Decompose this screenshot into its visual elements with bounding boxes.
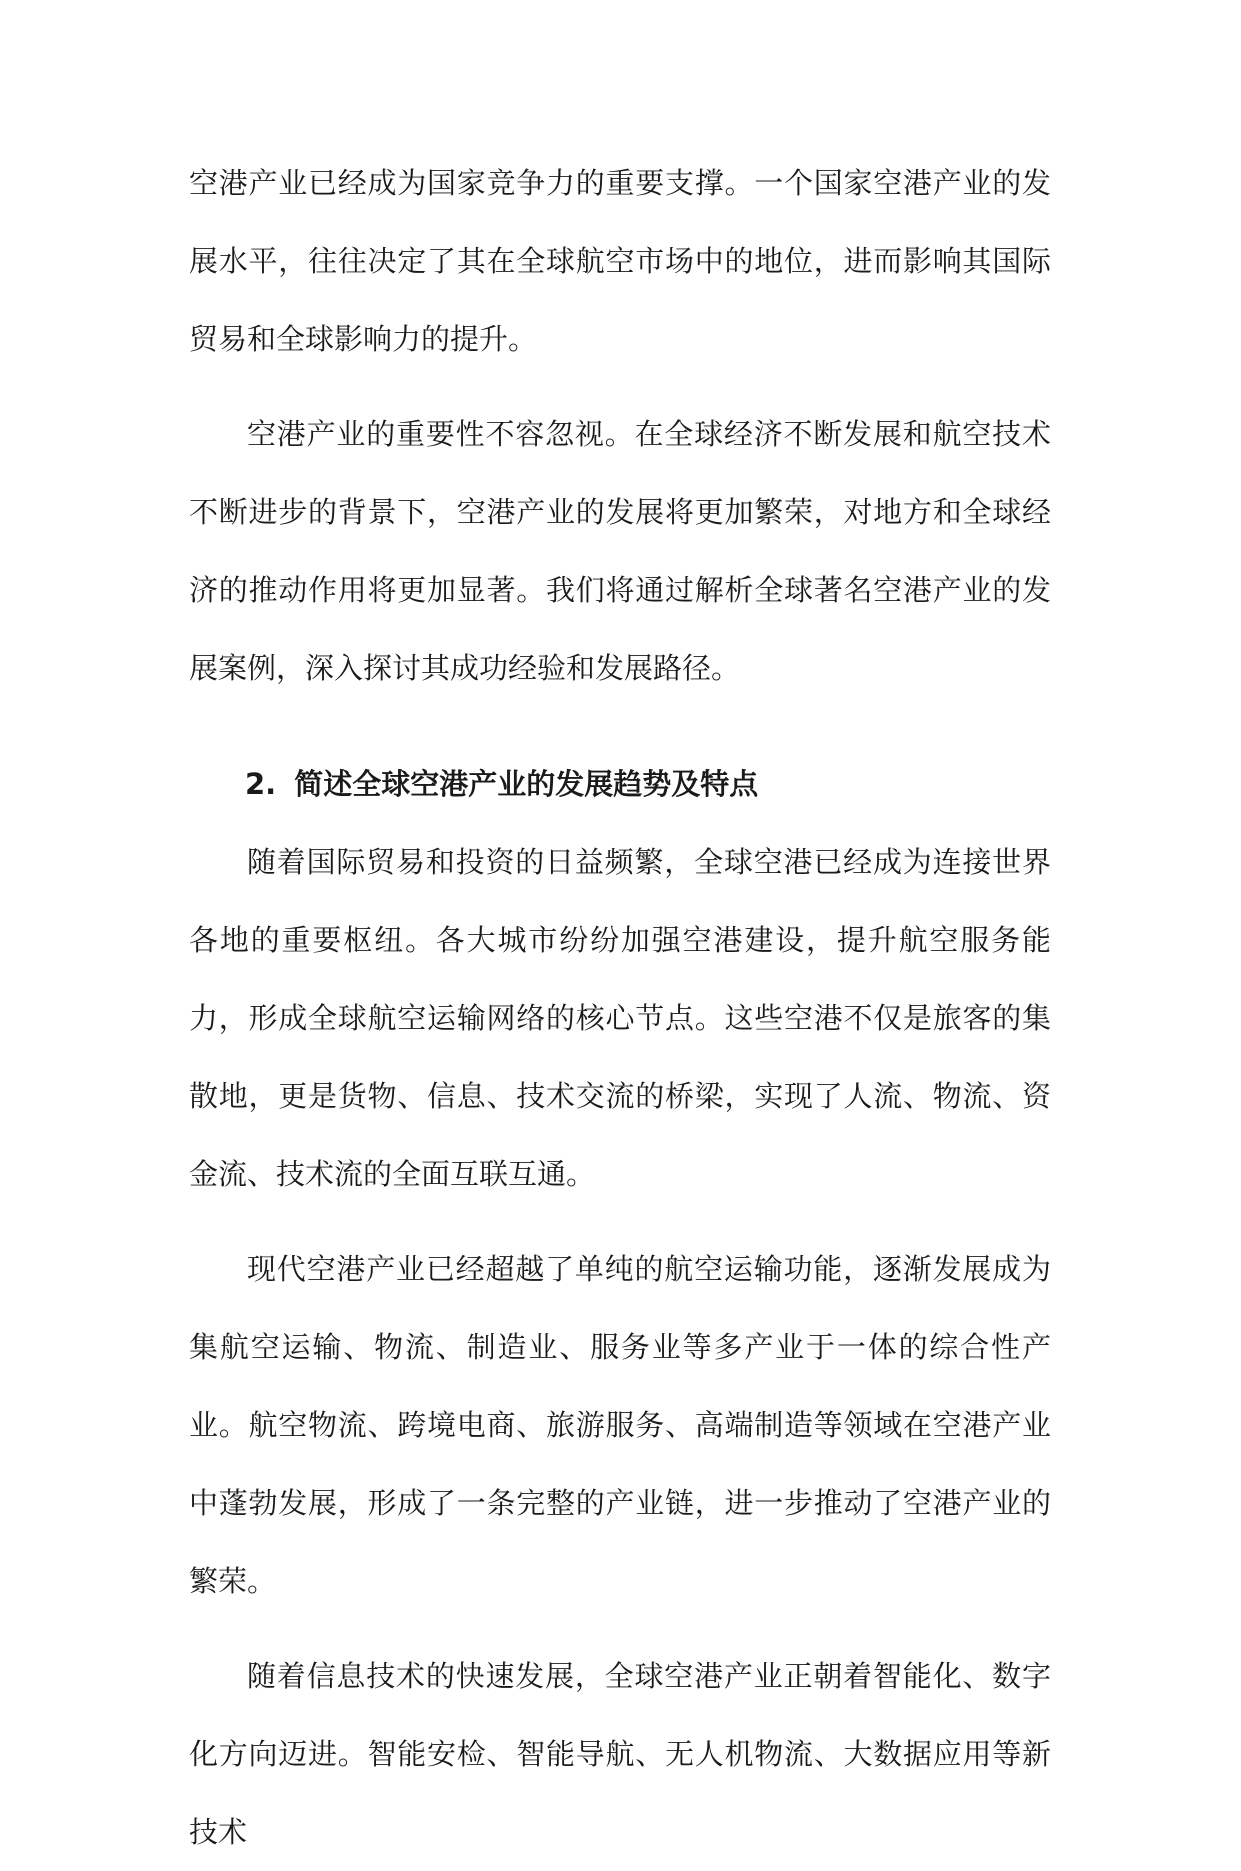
document-body [189,144,1051,1871]
paragraph-importance: 空港产业的重要性不容忽视。在全球经济不断发展和航空技术不断进步的背景下，空港产业的发展将更加繁荣，对地方和全球经济的推动作用将更加显著。我们将通过解析全球著名空港产业的发展案例，深入探讨其成功经验和发展路径。 [189,417,1051,685]
paragraph-continuation: 空港产业已经成为国家竞争力的重要支撑。一个国家空港产业的发展水平，往往决定了其在全球航空市场中的地位，进而影响其国际贸易和全球影响力的提升。 [189,166,1051,356]
section-number: 2. [245,767,277,801]
paragraph-global-hubs: 随着国际贸易和投资的日益频繁，全球空港已经成为连接世界各地的重要枢纽。各大城市纷纷加强空港建设，提升航空服务能力，形成全球航空运输网络的核心节点。这些空港不仅是旅客的集散地，更是货物、信息、技术交流的桥梁，实现了人流、物流、资金流、技术流的全面互联互通。 [189,845,1051,1191]
paragraph-intelligent-trend: 随着信息技术的快速发展，全球空港产业正朝着智能化、数字化方向迈进。智能安检、智能导航、无人机物流、大数据应用等新技术 [189,1659,1051,1849]
section-heading [189,745,1051,823]
section-title: 简述全球空港产业的发展趋势及特点 [294,767,759,801]
paragraph-modern-industry: 现代空港产业已经超越了单纯的航空运输功能，逐渐发展成为集航空运输、物流、制造业、服务业等多产业于一体的综合性产业。航空物流、跨境电商、旅游服务、高端制造等领域在空港产业中蓬勃发展，形成了一条完整的产业链，进一步推动了空港产业的繁荣。 [189,1252,1051,1598]
